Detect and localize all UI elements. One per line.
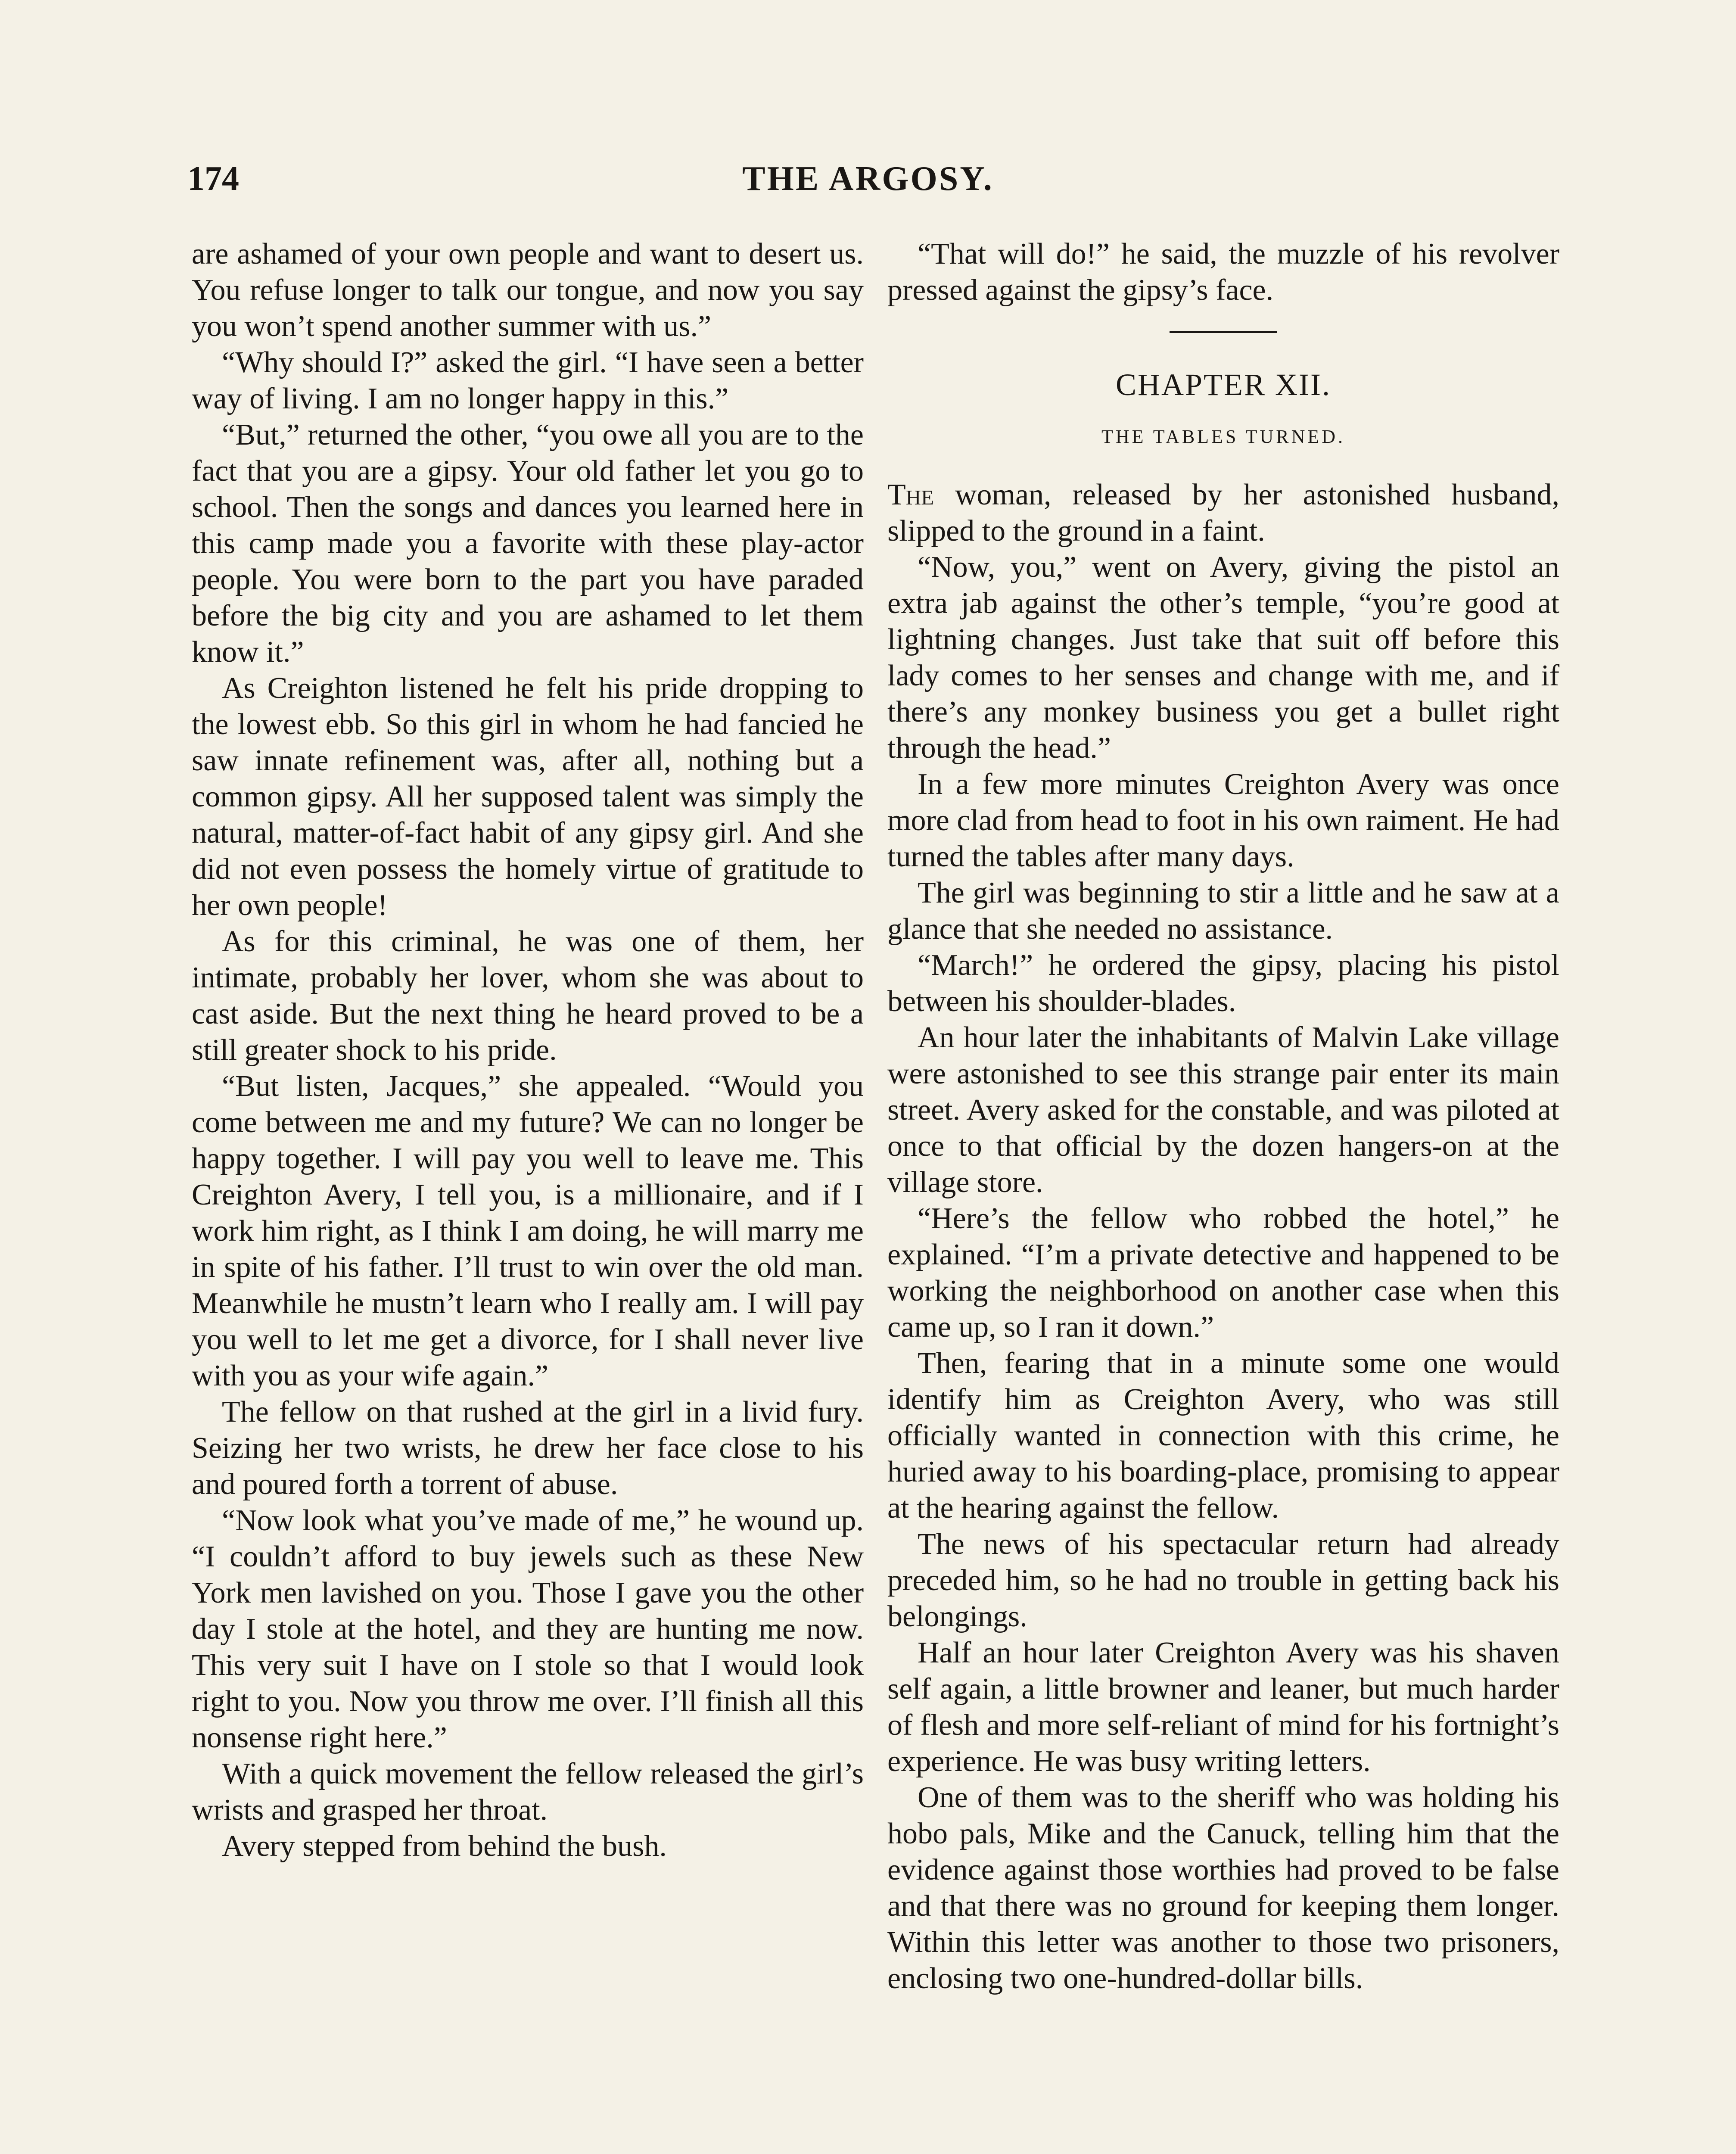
paragraph: “But listen, Jacques,” she appealed. “Would you come between me and my future? We can no longer be happy together. I will pay you well to leave me. This Creighton Avery, I tell you, is a millionaire, and if I work him right, as I think I am doing, he will marry me in spite of his father. I’ll trust to win over the old man. Meanwhile he mustn’t learn who I really am. I will pay you well to let me get a divorce, for I shall never live with you as your wife again.”: [192, 1070, 864, 1392]
paragraph: With a quick movement the fellow released the girl’s wrists and grasped her throat.: [192, 1757, 864, 1827]
paragraph: are ashamed of your own people and want to desert us. You refuse longer to talk our tongue, and now you say you won’t spend another summer with us.”: [192, 237, 864, 343]
paragraph: The girl was beginning to stir a little and he saw at a glance that she needed no assistance.: [887, 876, 1559, 946]
page-header: [187, 155, 1549, 202]
paragraph: In a few more minutes Creighton Avery was once more clad from head to foot in his own raiment. He had turned the tables after many days.: [887, 768, 1559, 873]
page-number: 174: [187, 160, 239, 198]
paragraph: “But,” returned the other, “you owe all you are to the fact that you are a gipsy. Your old father let you go to school. Then the songs and dances you learned here in this camp made you a favorite with these play-actor people. You were born to the part you have paraded before the big city and you are ashamed to let them know it.”: [192, 418, 864, 669]
paragraph: One of them was to the sheriff who was holding his hobo pals, Mike and the Canuck, telling him that the evidence against those worthies had proved to be false and that there was no ground for keeping them longer. Within this letter was another to those two prisoners, enclosing two one-hundred-dollar bills.: [887, 1781, 1559, 1995]
paragraph: Then, fearing that in a minute some one would identify him as Creighton Avery, who was still officially wanted in connection with this crime, he huried away to his boarding-place, promising to appear at the hearing against the fellow.: [887, 1347, 1559, 1525]
section-divider: [1170, 331, 1277, 333]
chapter-opening-paragraph: [887, 477, 1559, 549]
opening-text: woman, released by her astonished husband, slipped to the ground in a faint.: [887, 478, 1559, 548]
running-title: THE ARGOSY.: [742, 160, 994, 198]
paragraph: The fellow on that rushed at the girl in a livid fury. Seizing her two wrists, he drew her face close to his and poured forth a torrent of abuse.: [192, 1395, 864, 1501]
opening-word: The: [887, 478, 934, 511]
left-column: [192, 236, 864, 1865]
paragraph: “That will do!” he said, the muzzle of his revolver pressed against the gipsy’s face.: [887, 237, 1559, 307]
paragraph: Half an hour later Creighton Avery was his shaven self again, a little browner and leaner, but much harder of flesh and more self-reliant of mind for his fortnight’s experience. He was busy writing letters.: [887, 1636, 1559, 1778]
paragraph: An hour later the inhabitants of Malvin Lake village were astonished to see this strange pair enter its main street. Avery asked for the constable, and was piloted at once to that official by the dozen hangers-on at the village store.: [887, 1021, 1559, 1199]
paragraph: “Now, you,” went on Avery, giving the pistol an extra jab against the other’s temple, “you’re good at lightning changes. Just take that suit off before this lady comes to her senses and change with me, and if there’s any monkey business you get a bullet right through the head.”: [887, 551, 1559, 765]
paragraph: The news of his spectacular return had already preceded him, so he had no trouble in getting back his belongings.: [887, 1528, 1559, 1633]
paragraph: “Here’s the fellow who robbed the hotel,” he explained. “I’m a private detective and happened to be working the neighborhood on another case when this came up, so I ran it down.”: [887, 1202, 1559, 1344]
chapter-subtitle: THE TABLES TURNED.: [1101, 426, 1346, 447]
paragraph: “Why should I?” asked the girl. “I have seen a better way of living. I am no longer happy in this.”: [192, 346, 864, 415]
paragraph: “Now look what you’ve made of me,” he wound up. “I couldn’t afford to buy jewels such as these New York men lavished on you. Those I gave you the other day I stole at the hotel, and they are hunting me now. This very suit I have on I stole so that I would look right to you. Now you throw me over. I’ll finish all this nonsense right here.”: [192, 1504, 864, 1754]
paragraph: “March!” he ordered the gipsy, placing his pistol between his shoulder-blades.: [887, 949, 1559, 1018]
right-column: [887, 236, 1559, 1997]
chapter-title: CHAPTER XII.: [1116, 367, 1331, 402]
paragraph: As Creighton listened he felt his pride dropping to the lowest ebb. So this girl in whom he had fancied he saw innate refinement was, after all, nothing but a common gipsy. All her supposed talent was simply the natural, matter-of-fact habit of any gipsy girl. And she did not even possess the homely virtue of gratitude to her own people!: [192, 672, 864, 922]
paragraph: Avery stepped from behind the bush.: [222, 1830, 667, 1863]
paragraph: As for this criminal, he was one of them, her intimate, probably her lover, whom she was about to cast aside. But the next thing he heard proved to be a still greater shock to his pride.: [192, 925, 864, 1067]
